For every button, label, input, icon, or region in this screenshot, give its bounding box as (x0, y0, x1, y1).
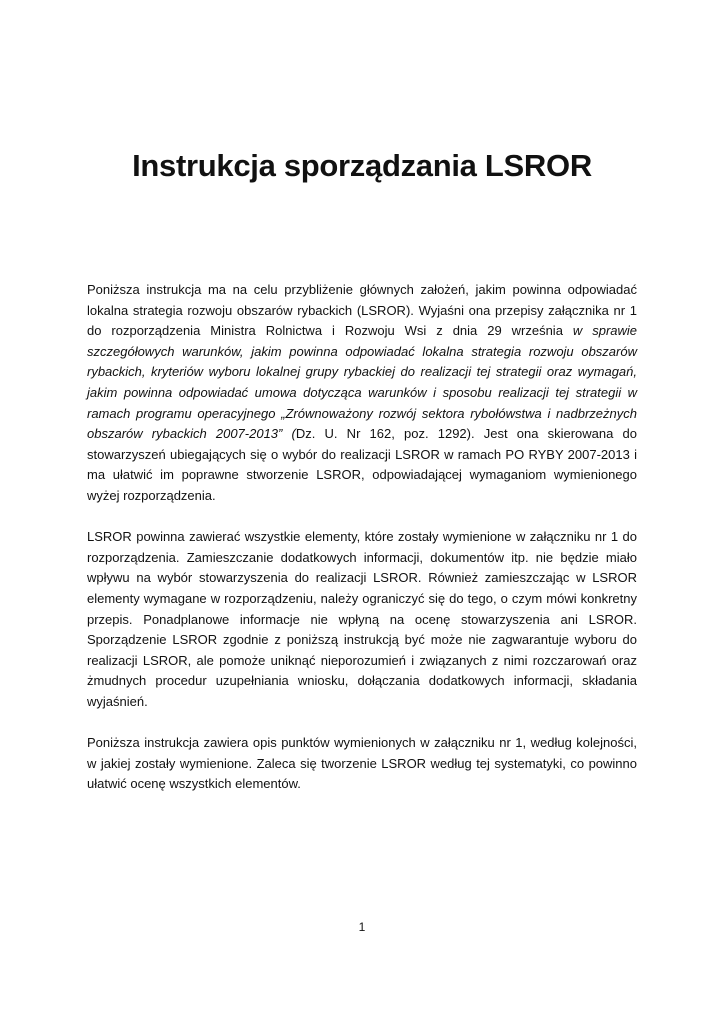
paragraph-intro-part-2: Dz. U. Nr 162, poz. 1292). Jest ona skierowana do stowarzyszeń ubiegających się o wybór do realizacji LSROR w ramach PO RYBY 2007-2013 i ma ułatwić im poprawne stworzenie LSROR, odpowiadającej wymaganiom wymienionego wyżej rozporządzenia. (87, 426, 637, 503)
page-number: 1 (358, 920, 366, 934)
regulation-title-italic: w sprawie szczegółowych warunków, jakim powinna odpowiadać lokalna strategia rozwoju obszarów rybackich, kryteriów wyboru lokalnej grupy rybackiej do realizacji tej strategii oraz wymagań, jakim powinna odpowiadać umowa dotycząca warunków i sposobu realizacji tej strategii w ramach programu operacyjnego „Zrównoważony rozwój sektora rybołówstwa i nadbrzeżnych obszarów rybackich 2007-2013” ( (87, 323, 638, 442)
paragraph-intro-part-1: Poniższa instrukcja ma na celu przybliżenie głównych założeń, jakim powinna odpowiadać lokalna strategia rozwoju obszarów rybackich (LSROR). Wyjaśni ona przepisy załącznika nr 1 do rozporządzenia Ministra Rolnictwa i Rozwoju Wsi z dnia 29 września (87, 282, 637, 339)
document-title: Instrukcja sporządzania LSROR (132, 148, 592, 183)
paragraph-structure: Poniższa instrukcja zawiera opis punktów wymienionych w załączniku nr 1, według kolejności, w jakiej zostały wymienione. Zaleca się tworzenie LSROR według tej systematyki, co powinno ułatwić ocenę wszystkich elementów. (87, 735, 637, 792)
paragraph-intro (87, 280, 637, 507)
document-body (87, 280, 637, 815)
paragraph-requirements: LSROR powinna zawierać wszystkie elementy, które zostały wymienione w załączniku nr 1 do rozporządzenia. Zamieszczanie dodatkowych informacji, dokumentów itp. nie będzie miało wpływu na wybór stowarzyszenia do realizacji LSROR. Również zamieszczając w LSROR elementy wymagane w rozporządzeniu, należy ograniczyć się do tego, o czym mówi konkretny przepis. Ponadplanowe informacje nie wpłyną na ocenę stowarzyszenia ani LSROR. Sporządzenie LSROR zgodnie z poniższą instrukcją być może nie zagwarantuje wyboru do realizacji LSROR, ale pomoże uniknąć nieporozumień i związanych z nimi rozczarowań oraz żmudnych procedur uzupełniania wniosku, dołączania dodatkowych informacji, składania wyjaśnień. (87, 529, 637, 709)
